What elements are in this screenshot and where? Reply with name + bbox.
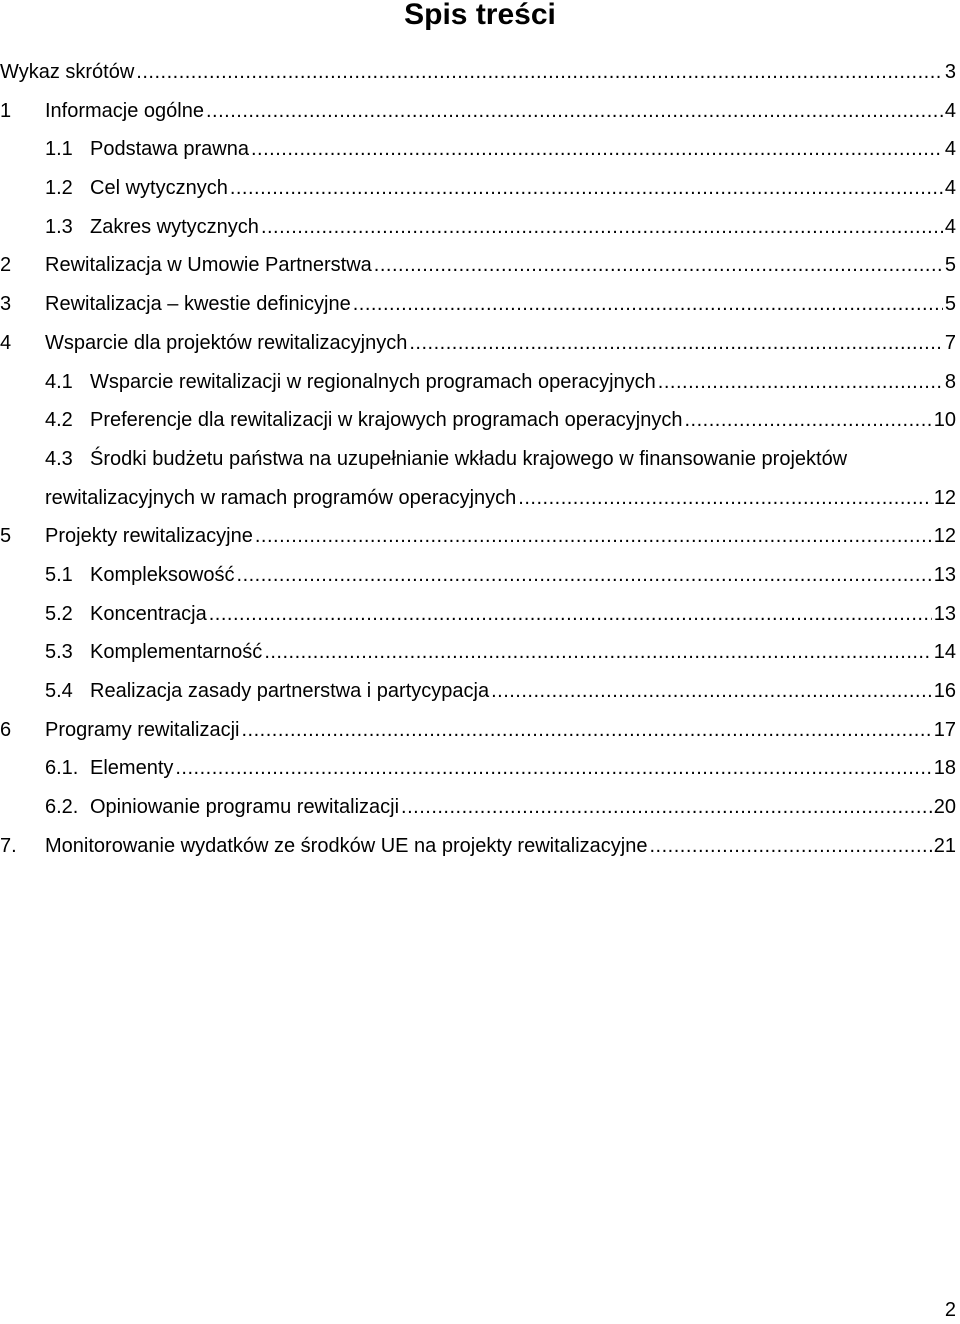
toc-entry-number: 4.3	[45, 447, 73, 470]
toc-entry[interactable]	[0, 556, 956, 595]
toc-entry-page: 4	[944, 215, 956, 238]
toc-entry[interactable]	[0, 672, 956, 711]
toc-entry[interactable]	[0, 595, 956, 634]
table-of-contents	[0, 53, 956, 865]
page-number: 2	[944, 1299, 956, 1321]
toc-entry-label: Programy rewitalizacji	[45, 718, 240, 741]
toc-entry-number: 3	[0, 293, 12, 316]
toc-leader	[237, 556, 932, 595]
toc-entry-number: 6.2.	[45, 796, 79, 819]
toc-leader	[658, 363, 943, 402]
toc-entry-label: Projekty rewitalizacyjne	[45, 525, 253, 548]
toc-leader	[374, 246, 943, 285]
toc-leader	[209, 595, 932, 634]
toc-leader	[353, 285, 943, 324]
toc-leader	[206, 92, 943, 131]
toc-entry[interactable]	[0, 130, 956, 169]
toc-leader	[264, 633, 931, 672]
toc-entry-label: Zakres wytycznych	[90, 215, 259, 238]
toc-entry-number: 5	[0, 525, 12, 548]
toc-leader	[409, 324, 943, 363]
toc-entry-page: 7	[944, 331, 956, 354]
toc-entry[interactable]	[0, 53, 956, 92]
toc-leader	[491, 672, 932, 711]
toc-entry-number: 7.	[0, 834, 17, 857]
toc-leader	[261, 208, 943, 247]
toc-entry-page: 18	[933, 757, 956, 780]
toc-entry-page: 17	[933, 718, 956, 741]
toc-entry[interactable]	[0, 401, 956, 440]
toc-entry-label: Opiniowanie programu rewitalizacji	[90, 796, 400, 819]
toc-entry-number: 5.4	[45, 680, 73, 702]
toc-entry-number: 1	[0, 99, 12, 122]
toc-entry[interactable]	[0, 169, 956, 208]
toc-entry-page: 13	[933, 563, 956, 586]
toc-entry[interactable]	[0, 324, 956, 363]
toc-entry-label: Rewitalizacja w Umowie Partnerstwa	[45, 254, 372, 277]
toc-entry[interactable]	[0, 633, 956, 672]
toc-entry-label: Monitorowanie wydatków ze środków UE na projekty rewitalizacyjne	[45, 834, 648, 857]
toc-entry-label: Rewitalizacja – kwestie definicyjne	[45, 293, 351, 316]
document-title: Spis treści	[404, 0, 556, 31]
toc-entry-label: Wykaz skrótów	[0, 61, 135, 83]
toc-entry-page: 14	[933, 641, 956, 664]
toc-entry-number: 6	[0, 718, 12, 741]
toc-entry-page: 4	[944, 138, 956, 161]
toc-entry-page: 21	[933, 834, 956, 857]
toc-entry-number: 4.1	[45, 370, 73, 393]
toc-entry-label-line1: Środki budżetu państwa na uzupełnianie wkładu krajowego w finansowanie projektów	[90, 447, 848, 470]
toc-entry[interactable]	[0, 208, 956, 247]
toc-entry-number: 1.3	[45, 215, 73, 238]
toc-entry[interactable]	[0, 92, 956, 131]
toc-entry-label-line2: rewitalizacyjnych w ramach programów operacyjnych	[45, 486, 517, 509]
toc-entry-label: Informacje ogólne	[45, 99, 204, 122]
toc-entry-page: 5	[944, 293, 956, 316]
toc-entry-label: Wsparcie rewitalizacji w regionalnych programach operacyjnych	[90, 370, 656, 393]
toc-entry-label: Cel wytycznych	[90, 177, 228, 200]
toc-leader	[649, 827, 931, 866]
toc-entry-label: Kompleksowość	[90, 563, 235, 586]
toc-entry-page: 13	[933, 602, 956, 625]
toc-entry-page: 16	[933, 680, 956, 702]
toc-entry-label: Wsparcie dla projektów rewitalizacyjnych	[45, 331, 408, 354]
toc-leader	[230, 169, 943, 208]
toc-entry[interactable]	[0, 363, 956, 402]
toc-entry-number: 4	[0, 331, 12, 354]
toc-entry-page: 4	[944, 177, 956, 200]
toc-entry[interactable]	[0, 285, 956, 324]
toc-entry-label: Podstawa prawna	[90, 138, 249, 161]
toc-entry-number: 2	[0, 254, 12, 277]
toc-entry-number: 6.1.	[45, 757, 79, 780]
toc-entry-label: Komplementarność	[90, 641, 263, 664]
toc-leader	[401, 788, 932, 827]
toc-entry-label: Koncentracja	[90, 602, 207, 625]
toc-entry-page: 4	[944, 99, 956, 122]
toc-entry-number: 1.2	[45, 177, 73, 200]
toc-entry-number: 1.1	[45, 138, 73, 161]
toc-entry-page: 12	[933, 525, 956, 548]
toc-leader	[684, 401, 931, 440]
toc-entry-number: 5.1	[45, 563, 73, 586]
toc-leader	[242, 711, 932, 750]
toc-entry-number: 5.3	[45, 641, 73, 664]
toc-leader	[136, 53, 943, 92]
toc-entry-label: Realizacja zasady partnerstwa i partycypacja	[90, 680, 490, 702]
toc-entry-continuation[interactable]	[0, 479, 956, 518]
toc-entry-number: 4.2	[45, 409, 73, 432]
toc-leader	[518, 479, 931, 518]
toc-entry-page: 8	[944, 370, 956, 393]
toc-entry[interactable]	[0, 517, 956, 556]
toc-entry[interactable]	[0, 440, 956, 479]
toc-leader	[251, 130, 943, 169]
toc-entry-page: 10	[933, 409, 956, 432]
toc-leader	[175, 749, 931, 788]
toc-entry[interactable]	[0, 788, 956, 827]
toc-entry-label: Elementy	[90, 757, 174, 780]
toc-entry[interactable]	[0, 827, 956, 866]
toc-entry[interactable]	[0, 246, 956, 285]
toc-leader	[255, 517, 932, 556]
toc-entry-page: 3	[944, 61, 956, 83]
toc-entry-page: 20	[933, 796, 956, 819]
toc-entry[interactable]	[0, 749, 956, 788]
toc-entry-page: 12	[933, 486, 956, 509]
toc-entry-page: 5	[944, 254, 956, 277]
toc-entry-label: Preferencje dla rewitalizacji w krajowych programach operacyjnych	[90, 409, 683, 432]
toc-entry[interactable]	[0, 711, 956, 750]
toc-entry-number: 5.2	[45, 602, 73, 625]
